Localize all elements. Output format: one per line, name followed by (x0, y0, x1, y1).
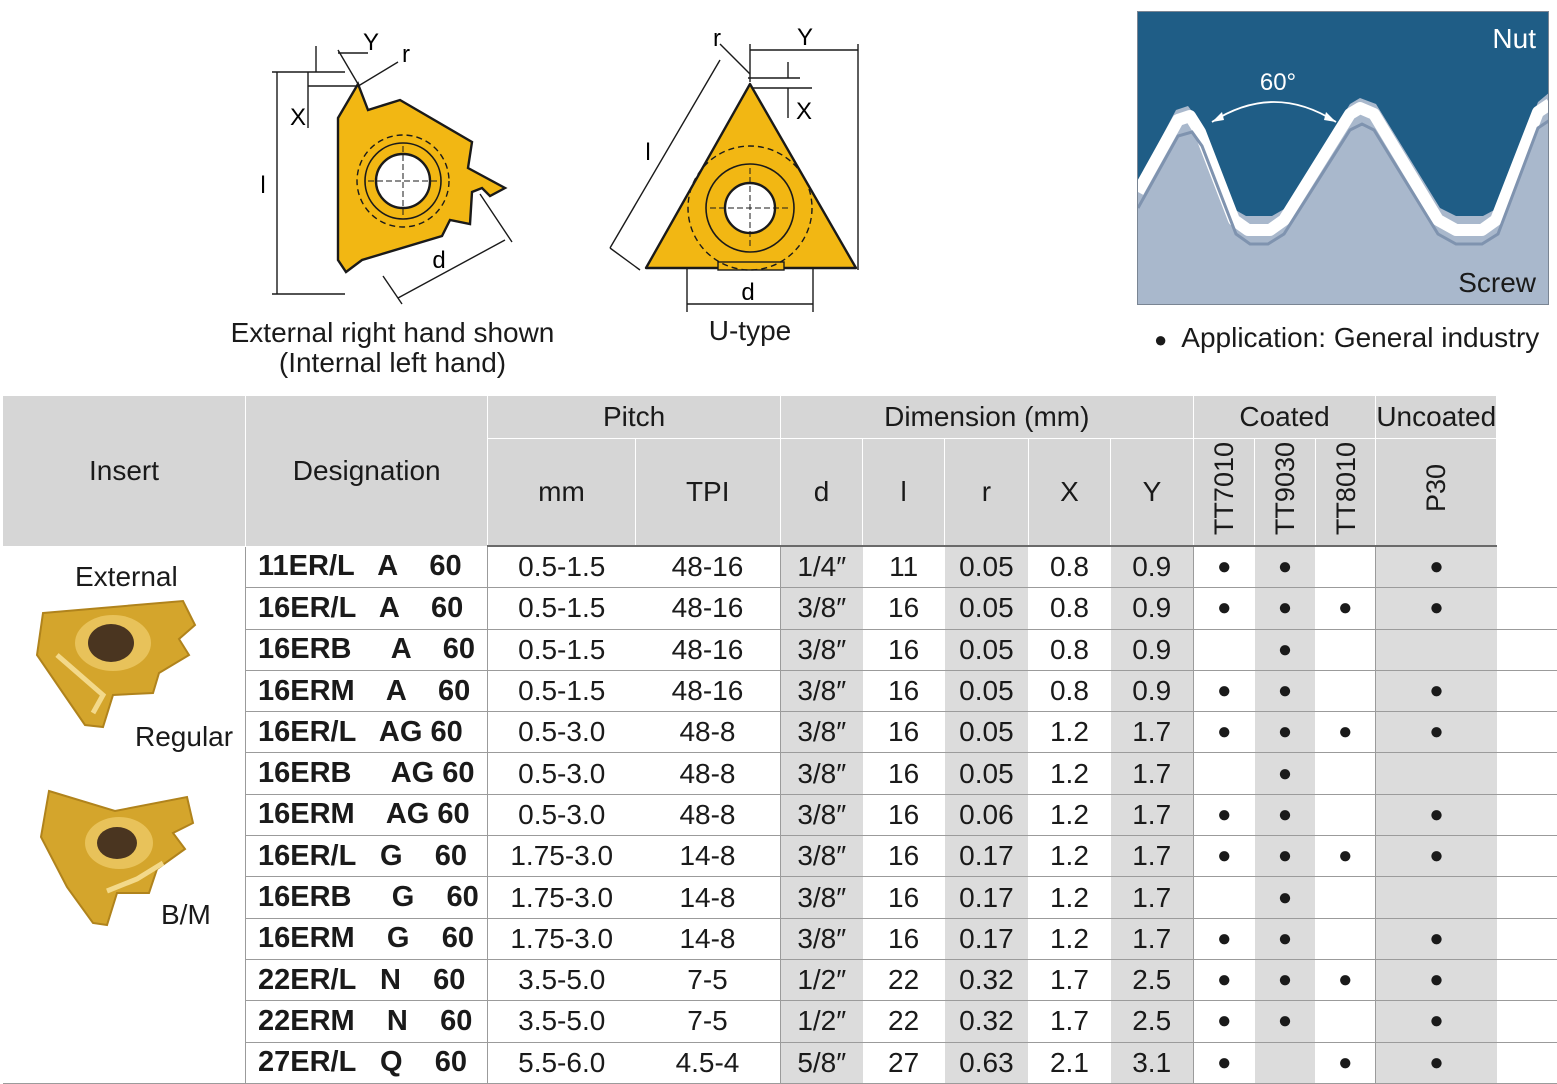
blank-cell (1497, 629, 1557, 670)
l-cell: 11 (863, 546, 945, 588)
tt7010-cell (1193, 753, 1254, 794)
l-cell: 16 (863, 588, 945, 629)
header-tt8010 (1315, 439, 1376, 547)
tt9030-cell: ● (1255, 836, 1316, 877)
tpi-cell: 7-5 (635, 1001, 780, 1042)
mm-cell: 0.5-3.0 (488, 712, 635, 753)
designation-cell: 16ER/L G 60 (246, 836, 488, 877)
designation-cell: 22ERM N 60 (246, 1001, 488, 1042)
x-cell: 0.8 (1028, 670, 1110, 711)
spec-table (3, 396, 1557, 1084)
designation-cell: 16ERM A 60 (246, 670, 488, 711)
label-y: Y (796, 24, 814, 51)
tt8010-cell (1315, 794, 1376, 835)
insert-label-bm: B/M (161, 898, 211, 930)
r-cell: 0.17 (945, 918, 1029, 959)
y-cell: 3.1 (1111, 1042, 1194, 1083)
designation-cell: 22ER/L N 60 (246, 959, 488, 1000)
tpi-cell: 14-8 (635, 877, 780, 918)
d-cell: 3/8″ (780, 588, 862, 629)
blank-cell (1497, 918, 1557, 959)
x-cell: 1.2 (1028, 836, 1110, 877)
designation-cell: 16ERB G 60 (246, 877, 488, 918)
d-cell: 3/8″ (780, 836, 862, 877)
tpi-cell: 14-8 (635, 836, 780, 877)
external-insert-diagram (250, 28, 530, 308)
p30-cell: ● (1376, 918, 1497, 959)
p30-cell: ● (1376, 712, 1497, 753)
tt7010-cell (1193, 877, 1254, 918)
mm-cell: 0.5-1.5 (488, 546, 635, 588)
tt9030-cell: ● (1255, 629, 1316, 670)
x-cell: 1.7 (1028, 1001, 1110, 1042)
tpi-cell: 48-16 (635, 629, 780, 670)
mm-cell: 0.5-3.0 (488, 753, 635, 794)
nut-label: Nut (1492, 23, 1536, 54)
p30-label: P30 (1421, 464, 1452, 513)
regular-insert-photo (33, 595, 203, 735)
tpi-cell: 48-16 (635, 670, 780, 711)
r-cell: 0.32 (945, 959, 1029, 1000)
x-cell: 1.7 (1028, 959, 1110, 1000)
tt9030-cell (1255, 1042, 1316, 1083)
r-cell: 0.05 (945, 753, 1029, 794)
header-d: d (780, 439, 862, 547)
r-cell: 0.05 (945, 588, 1029, 629)
p30-cell: ● (1376, 588, 1497, 629)
tt9030-cell: ● (1255, 670, 1316, 711)
p30-cell: ● (1376, 959, 1497, 1000)
p30-cell (1376, 877, 1497, 918)
tt8010-cell: ● (1315, 836, 1376, 877)
blank-cell (1497, 1042, 1557, 1083)
l-cell: 16 (863, 918, 945, 959)
designation-cell: 27ER/L Q 60 (246, 1042, 488, 1083)
p30-cell: ● (1376, 794, 1497, 835)
tt9030-cell: ● (1255, 918, 1316, 959)
tt7010-cell: ● (1193, 546, 1254, 588)
mm-cell: 0.5-1.5 (488, 670, 635, 711)
blank-cell (1497, 712, 1557, 753)
label-x: X (795, 98, 813, 125)
r-cell: 0.05 (945, 712, 1029, 753)
tt7010-cell (1193, 629, 1254, 670)
l-cell: 16 (863, 629, 945, 670)
header-x: X (1028, 439, 1110, 547)
x-cell: 1.2 (1028, 877, 1110, 918)
tt7010-label: TT7010 (1208, 441, 1239, 536)
y-cell: 1.7 (1111, 753, 1194, 794)
tpi-cell: 48-8 (635, 712, 780, 753)
l-cell: 16 (863, 712, 945, 753)
blank-cell (1497, 877, 1557, 918)
d-cell: 3/8″ (780, 712, 862, 753)
header-tt7010 (1193, 439, 1254, 547)
d-cell: 5/8″ (780, 1042, 862, 1083)
tt8010-label: TT8010 (1330, 441, 1361, 536)
tt7010-cell: ● (1193, 670, 1254, 711)
d-cell: 1/4″ (780, 546, 862, 588)
u-type-insert-diagram (600, 22, 880, 322)
header-dimension: Dimension (mm) (780, 396, 1193, 439)
mm-cell: 1.75-3.0 (488, 836, 635, 877)
designation-cell: 16ERB A 60 (246, 629, 488, 670)
tpi-cell: 7-5 (635, 959, 780, 1000)
blank-cell (1497, 588, 1557, 629)
mm-cell: 1.75-3.0 (488, 918, 635, 959)
tt7010-cell: ● (1193, 1042, 1254, 1083)
blank-cell (1497, 670, 1557, 711)
blank-cell (1497, 546, 1557, 588)
r-cell: 0.17 (945, 836, 1029, 877)
tt7010-cell: ● (1193, 836, 1254, 877)
l-cell: 22 (863, 1001, 945, 1042)
x-cell: 0.8 (1028, 629, 1110, 670)
x-cell: 1.2 (1028, 712, 1110, 753)
y-cell: 0.9 (1111, 670, 1194, 711)
bullet-icon: ● (1154, 327, 1168, 352)
header-designation: Designation (246, 396, 488, 546)
tt7010-cell: ● (1193, 794, 1254, 835)
insert-shape (646, 84, 856, 268)
label-x: X (289, 104, 307, 131)
d-cell: 1/2″ (780, 959, 862, 1000)
caption-line-2: (Internal left hand) (278, 347, 507, 378)
label-r: r (402, 41, 410, 68)
d-cell: 3/8″ (780, 918, 862, 959)
p30-cell: ● (1376, 546, 1497, 588)
label-l: l (260, 172, 266, 199)
y-cell: 1.7 (1111, 877, 1194, 918)
label-d: d (432, 247, 446, 274)
tt8010-cell: ● (1315, 1042, 1376, 1083)
r-cell: 0.63 (945, 1042, 1029, 1083)
l-cell: 16 (863, 836, 945, 877)
l-cell: 22 (863, 959, 945, 1000)
y-cell: 0.9 (1111, 546, 1194, 588)
label-y: Y (362, 29, 380, 56)
r-cell: 0.06 (945, 794, 1029, 835)
tt7010-cell: ● (1193, 959, 1254, 1000)
tt8010-cell: ● (1315, 712, 1376, 753)
angle-label: 60° (1259, 69, 1297, 96)
d-cell: 3/8″ (780, 753, 862, 794)
y-cell: 1.7 (1111, 794, 1194, 835)
tt8010-cell (1315, 753, 1376, 794)
y-cell: 1.7 (1111, 918, 1194, 959)
tt8010-cell (1315, 877, 1376, 918)
tt9030-cell: ● (1255, 1001, 1316, 1042)
header-tpi: TPI (635, 439, 780, 547)
tpi-cell: 4.5-4 (635, 1042, 780, 1083)
label-r: r (713, 25, 721, 52)
caption-line-1: External right hand shown (230, 317, 555, 348)
mm-cell: 5.5-6.0 (488, 1042, 635, 1083)
d-cell: 3/8″ (780, 877, 862, 918)
tt8010-cell (1315, 629, 1376, 670)
table-row (3, 546, 1557, 588)
tpi-cell: 14-8 (635, 918, 780, 959)
header-blank (1497, 396, 1557, 546)
tt9030-cell: ● (1255, 794, 1316, 835)
tpi-cell: 48-8 (635, 753, 780, 794)
d-cell: 1/2″ (780, 1001, 862, 1042)
tpi-cell: 48-8 (635, 794, 780, 835)
tt9030-cell: ● (1255, 588, 1316, 629)
blank-cell (1497, 1001, 1557, 1042)
p30-cell (1376, 753, 1497, 794)
tt7010-cell: ● (1193, 712, 1254, 753)
l-cell: 16 (863, 670, 945, 711)
y-cell: 2.5 (1111, 1001, 1194, 1042)
x-cell: 0.8 (1028, 546, 1110, 588)
tt7010-cell: ● (1193, 1001, 1254, 1042)
d-cell: 3/8″ (780, 670, 862, 711)
tt8010-cell (1315, 918, 1376, 959)
header-pitch: Pitch (488, 396, 781, 439)
blank-cell (1497, 753, 1557, 794)
y-cell: 0.9 (1111, 629, 1194, 670)
thread-profile-panel (1137, 11, 1549, 305)
u-type-caption: U-type (708, 315, 792, 346)
p30-cell (1376, 629, 1497, 670)
header-coated: Coated (1193, 396, 1376, 439)
tt9030-label: TT9030 (1269, 441, 1300, 536)
l-cell: 16 (863, 794, 945, 835)
tt7010-cell: ● (1193, 588, 1254, 629)
mm-cell: 1.75-3.0 (488, 877, 635, 918)
d-cell: 3/8″ (780, 629, 862, 670)
tpi-cell: 48-16 (635, 546, 780, 588)
y-cell: 1.7 (1111, 836, 1194, 877)
p30-cell: ● (1376, 1001, 1497, 1042)
mm-cell: 0.5-3.0 (488, 794, 635, 835)
designation-cell: 16ERB AG 60 (246, 753, 488, 794)
tt8010-cell: ● (1315, 959, 1376, 1000)
designation-cell: 16ERM G 60 (246, 918, 488, 959)
blank-cell (1497, 959, 1557, 1000)
insert-images-cell (3, 546, 246, 1083)
label-l: l (645, 139, 651, 166)
header-uncoated: Uncoated (1376, 396, 1497, 439)
tt9030-cell: ● (1255, 753, 1316, 794)
x-cell: 1.2 (1028, 794, 1110, 835)
header-insert: Insert (3, 396, 246, 546)
x-cell: 1.2 (1028, 918, 1110, 959)
header-r: r (945, 439, 1029, 547)
tt9030-cell: ● (1255, 546, 1316, 588)
x-cell: 0.8 (1028, 588, 1110, 629)
header-mm: mm (488, 439, 635, 547)
r-cell: 0.32 (945, 1001, 1029, 1042)
tt9030-cell: ● (1255, 959, 1316, 1000)
application-text: Application: General industry (1181, 322, 1540, 353)
r-cell: 0.17 (945, 877, 1029, 918)
tt9030-cell: ● (1255, 712, 1316, 753)
y-cell: 2.5 (1111, 959, 1194, 1000)
p30-cell: ● (1376, 836, 1497, 877)
mm-cell: 0.5-1.5 (488, 588, 635, 629)
header-y: Y (1111, 439, 1194, 547)
screw-label: Screw (1458, 267, 1536, 298)
p30-cell: ● (1376, 1042, 1497, 1083)
x-cell: 2.1 (1028, 1042, 1110, 1083)
tt8010-cell: ● (1315, 588, 1376, 629)
tt8010-cell (1315, 670, 1376, 711)
blank-cell (1497, 836, 1557, 877)
y-cell: 0.9 (1111, 588, 1194, 629)
header-l: l (863, 439, 945, 547)
tt9030-cell: ● (1255, 877, 1316, 918)
r-cell: 0.05 (945, 546, 1029, 588)
designation-cell: 16ER/L A 60 (246, 588, 488, 629)
mm-cell: 3.5-5.0 (488, 1001, 635, 1042)
tpi-cell: 48-16 (635, 588, 780, 629)
tt8010-cell (1315, 546, 1376, 588)
mm-cell: 0.5-1.5 (488, 629, 635, 670)
header-p30 (1376, 439, 1497, 547)
r-cell: 0.05 (945, 670, 1029, 711)
tt7010-cell: ● (1193, 918, 1254, 959)
l-cell: 16 (863, 753, 945, 794)
x-cell: 1.2 (1028, 753, 1110, 794)
application-note (1154, 322, 1539, 354)
y-cell: 1.7 (1111, 712, 1194, 753)
insert-label-regular: Regular (135, 720, 234, 752)
designation-cell: 16ERM AG 60 (246, 794, 488, 835)
designation-cell: 11ER/L A 60 (246, 546, 488, 588)
r-cell: 0.05 (945, 629, 1029, 670)
thread-profile-graphic (1138, 12, 1549, 305)
p30-cell: ● (1376, 670, 1497, 711)
header-tt9030 (1255, 439, 1316, 547)
l-cell: 16 (863, 877, 945, 918)
mm-cell: 3.5-5.0 (488, 959, 635, 1000)
l-cell: 27 (863, 1042, 945, 1083)
external-caption (210, 318, 575, 378)
blank-cell (1497, 794, 1557, 835)
designation-cell: 16ER/L AG 60 (246, 712, 488, 753)
insert-label-external: External (75, 560, 178, 592)
tt8010-cell (1315, 1001, 1376, 1042)
d-cell: 3/8″ (780, 794, 862, 835)
label-d: d (741, 279, 755, 306)
